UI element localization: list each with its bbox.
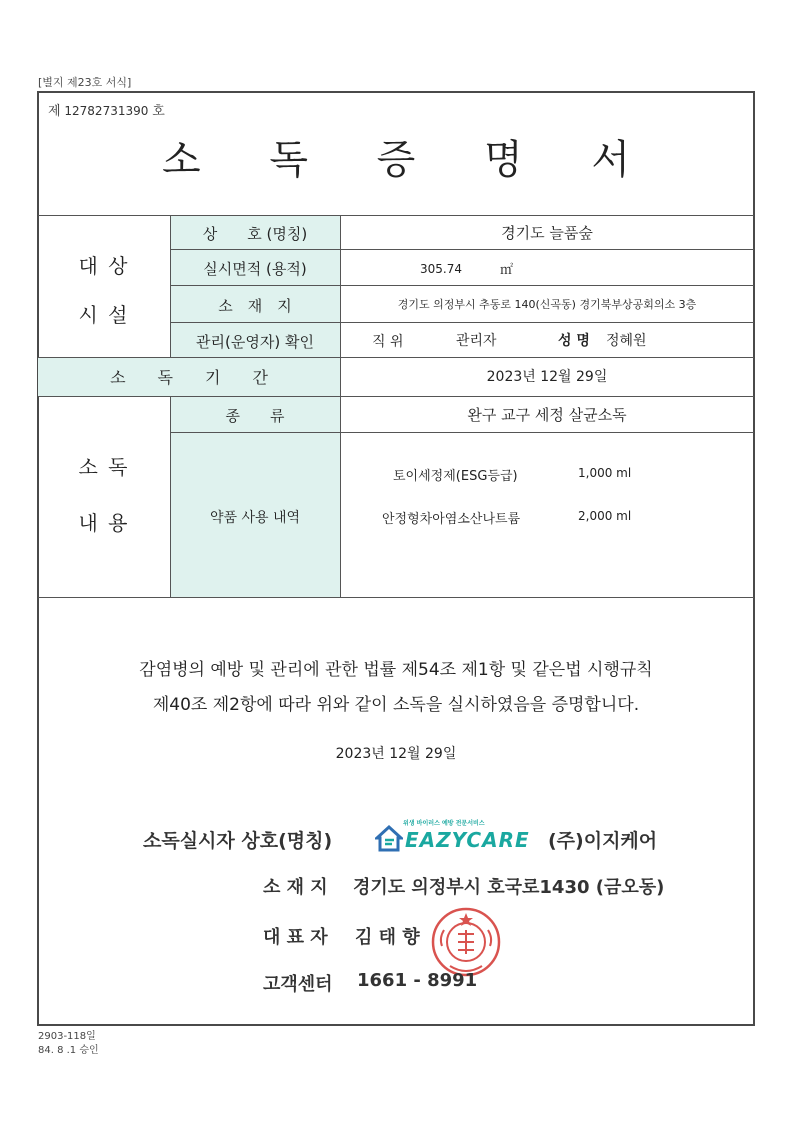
area-value: 305.74 xyxy=(420,262,462,276)
type-label: 종 류 xyxy=(225,407,285,425)
row-line xyxy=(38,396,754,397)
location-value: 경기도 의정부시 추동로 140(신곡동) 경기북부상공회의소 3층 xyxy=(397,298,697,311)
area-label: 실시면적 (용적) xyxy=(203,260,307,278)
content-group-label-1: 소 독 xyxy=(78,455,130,479)
statement-line-1: 감염병의 예방 및 관리에 관한 법률 제54조 제1항 및 같은법 시행규칙 xyxy=(139,660,653,680)
location-label: 소 재 지 xyxy=(218,297,292,315)
customer-center-value: 1661 - 8991 xyxy=(357,970,478,991)
name-label: 성 명 xyxy=(558,333,590,349)
statement-line-2: 제40조 제2항에 따라 위와 같이 소독을 실시하였음을 증명합니다. xyxy=(152,695,640,715)
usage-label: 약품 사용 내역 xyxy=(209,510,301,526)
column-line xyxy=(170,396,171,597)
issuer-company: (주)이지케어 xyxy=(548,830,658,852)
business-name-label: 상 호 (명칭) xyxy=(202,225,308,243)
facility-group-label-2: 시 설 xyxy=(78,303,130,327)
row-line xyxy=(170,322,754,323)
period-value: 2023년 12월 29일 xyxy=(486,369,608,385)
table-bottom-line xyxy=(38,597,754,598)
type-value: 완구 교구 세정 살균소독 xyxy=(467,406,627,424)
content-group-label-2: 내 용 xyxy=(78,511,130,535)
chemical-amount: 1,000 ml xyxy=(578,466,632,480)
manager-confirm-label: 관리(운영자) 확인 xyxy=(196,333,314,351)
document-number xyxy=(48,100,165,119)
name-value: 정혜원 xyxy=(606,333,647,349)
period-label: 소 독 기 간 xyxy=(110,368,268,387)
position-label: 직 위 xyxy=(372,334,404,350)
row-line xyxy=(170,249,754,250)
logo-wordmark: EAZYCARE xyxy=(405,828,530,852)
representative-value: 김 태 향 xyxy=(355,927,420,948)
representative-label: 대 표 자 xyxy=(263,927,328,948)
row-line xyxy=(170,432,754,433)
issuer-address-value: 경기도 의정부시 호국로1430 (금오동) xyxy=(353,877,665,898)
eazycare-logo xyxy=(375,818,530,854)
issuer-label: 소독실시자 상호(명칭) xyxy=(143,830,333,852)
footer-line-2: 84. 8 .1 승인 xyxy=(38,1045,99,1056)
customer-center-label: 고객센터 xyxy=(263,974,333,995)
chemical-amount: 2,000 ml xyxy=(578,509,632,523)
doc-number-suffix: 호 xyxy=(152,104,165,119)
logo-tagline: 위생 바이러스 예방 전문서비스 xyxy=(403,820,485,827)
company-seal-icon xyxy=(430,906,502,978)
table-top-line xyxy=(38,215,754,216)
form-label: [별지 제23호 서식] xyxy=(38,76,132,89)
doc-number-prefix: 제 xyxy=(48,104,61,119)
row-line xyxy=(170,285,754,286)
issue-date: 2023년 12월 29일 xyxy=(335,746,457,762)
business-name-value: 경기도 늘품숲 xyxy=(501,224,593,242)
footer-line-1: 2903-118일 xyxy=(38,1031,96,1042)
position-value: 관리자 xyxy=(456,333,497,349)
chemical-name: 토이세정제(ESG등급) xyxy=(393,469,518,484)
chemical-name: 안정형차아염소산나트륨 xyxy=(382,512,521,527)
row-line xyxy=(38,357,754,358)
doc-number-value: 12782731390 xyxy=(64,104,149,118)
certificate-title: 소 독 증 명 서 xyxy=(161,137,659,183)
form-footer xyxy=(38,1030,99,1058)
area-unit: ㎡ xyxy=(500,263,514,278)
facility-group-label-1: 대 상 xyxy=(78,254,130,278)
house-icon xyxy=(375,824,403,852)
issuer-address-label: 소 재 지 xyxy=(263,877,328,898)
content-label-column xyxy=(170,397,340,597)
